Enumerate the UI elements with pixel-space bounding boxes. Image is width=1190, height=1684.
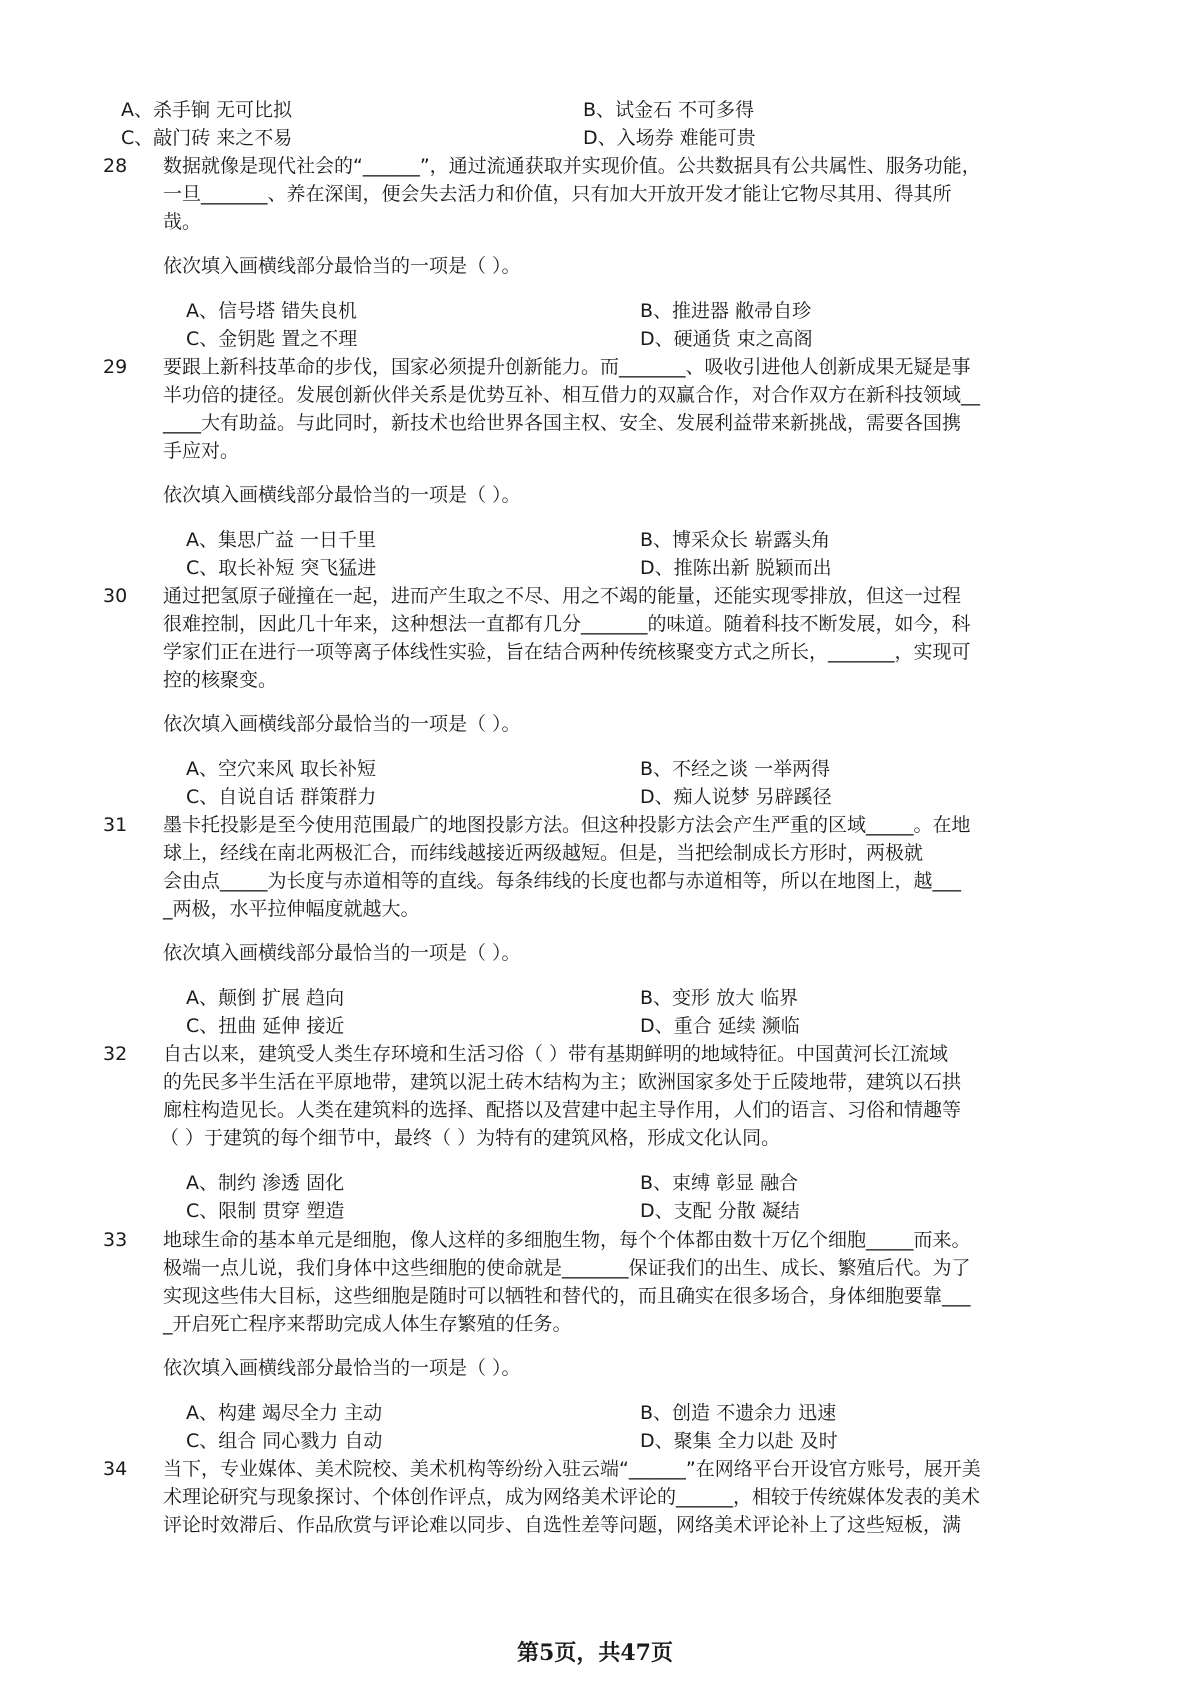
option-d: D、聚集 全力以赴 及时 (640, 1430, 838, 1452)
question-prompt: 依次填入画横线部分最恰当的一项是（ ）。 (163, 713, 521, 735)
question-text-line: 评论时效滞后、作品欣赏与评论难以同步、自选性差等问题，网络美术评论补上了这些短板，满 (163, 1514, 962, 1536)
question-text-line: 要跟上新科技革命的步伐，国家必须提升创新能力。而_______、吸收引进他人创新成果无疑是事 (163, 356, 971, 378)
option-a: A、空穴来风 取长补短 (186, 758, 377, 780)
option-b: B、束缚 彰显 融合 (640, 1172, 799, 1194)
question-text-line: _开启死亡程序来帮助完成人体生存繁殖的任务。 (163, 1313, 572, 1335)
prev-option-b: B、试金石 不可多得 (583, 99, 755, 121)
question-text-line: 通过把氢原子碰撞在一起，进而产生取之不尽、用之不竭的能量，还能实现零排放，但这一过程 (163, 585, 962, 607)
question-number: 31 (103, 814, 128, 836)
question-text-line: 球上，经线在南北两极汇合，而纬线越接近两级越短。但是，当把绘制成长方形时，两极就 (163, 842, 924, 864)
question-text-line: 半功倍的捷径。发展创新伙伴关系是优势互补、相互借力的双赢合作，对合作双方在新科技领域__ (163, 384, 981, 406)
option-d: D、推陈出新 脱颖而出 (640, 557, 832, 579)
option-b: B、不经之谈 一举两得 (640, 758, 831, 780)
question-text-line: 数据就像是现代社会的“______”，通过流通获取并实现价值。公共数据具有公共属性、服务功能， (163, 155, 981, 177)
question-text-line: 学家们正在进行一项等离子体线性实验，旨在结合两种传统核聚变方式之所长，_______，实现可 (163, 641, 971, 663)
question-text-line: 墨卡托投影是至今使用范围最广的地图投影方法。但这种投影方法会产生严重的区域_____。在地 (163, 814, 971, 836)
page-footer: 第5页，共47页 (517, 1640, 673, 1666)
option-b: B、博采众长 崭露头角 (640, 529, 831, 551)
option-b: B、推进器 敝帚自珍 (640, 300, 812, 322)
question-text-line: 术理论研究与现象探讨、个体创作评点，成为网络美术评论的______，相较于传统媒体发表的美术 (163, 1486, 981, 1508)
option-c: C、组合 同心戮力 自动 (186, 1430, 383, 1452)
option-d: D、痴人说梦 另辟蹊径 (640, 786, 832, 808)
prev-option-a: A、杀手锏 无可比拟 (121, 99, 293, 121)
option-d: D、重合 延续 濒临 (640, 1015, 800, 1037)
option-a: A、集思广益 一日千里 (186, 529, 377, 551)
question-text-line: （ ）于建筑的每个细节中，最终（ ）为特有的建筑风格，形成文化认同。 (160, 1127, 781, 1149)
question-number: 33 (103, 1229, 128, 1251)
question-prompt: 依次填入画横线部分最恰当的一项是（ ）。 (163, 942, 521, 964)
question-text-line: 当下，专业媒体、美术院校、美术机构等纷纷入驻云端“______”在网络平台开设官方账号，展开美 (163, 1458, 981, 1480)
question-number: 28 (103, 155, 128, 177)
option-b: B、变形 放大 临界 (640, 987, 799, 1009)
option-a: A、信号塔 错失良机 (186, 300, 358, 322)
prev-option-d: D、入场券 难能可贵 (583, 127, 756, 149)
question-text-line: 手应对。 (163, 440, 240, 462)
question-text-line: 自古以来，建筑受人类生存环境和生活习俗（ ）带有基期鲜明的地域特征。中国黄河长江流域 (163, 1043, 949, 1065)
option-a: A、制约 渗透 固化 (186, 1172, 345, 1194)
question-text-line: 廊柱构造见长。人类在建筑料的选择、配搭以及营建中起主导作用，人们的语言、习俗和情趣等 (163, 1099, 962, 1121)
option-c: C、取长补短 突飞猛进 (186, 557, 377, 579)
question-number: 32 (103, 1043, 128, 1065)
option-b: B、创造 不遗余力 迅速 (640, 1402, 837, 1424)
question-text-line: 地球生命的基本单元是细胞，像人这样的多细胞生物，每个个体都由数十万亿个细胞_____而来。 (163, 1229, 971, 1251)
question-text-line: 实现这些伟大目标，这些细胞是随时可以牺牲和替代的，而且确实在很多场合，身体细胞要靠___ (163, 1285, 971, 1307)
question-text-line: 的先民多半生活在平原地带，建筑以泥土砖木结构为主；欧洲国家多处于丘陵地带，建筑以石拱 (163, 1071, 962, 1093)
option-c: C、扭曲 延伸 接近 (186, 1015, 345, 1037)
option-c: C、限制 贯穿 塑造 (186, 1200, 345, 1222)
question-prompt: 依次填入画横线部分最恰当的一项是（ ）。 (163, 484, 521, 506)
question-number: 34 (103, 1458, 128, 1480)
question-prompt: 依次填入画横线部分最恰当的一项是（ ）。 (163, 255, 521, 277)
question-text-line: 会由点_____为长度与赤道相等的直线。每条纬线的长度也都与赤道相等，所以在地图上，越___ (163, 870, 962, 892)
question-text-line: _两极，水平拉伸幅度就越大。 (163, 898, 420, 920)
option-d: D、支配 分散 凝结 (640, 1200, 800, 1222)
question-text-line: 控的核聚变。 (163, 669, 278, 691)
option-a: A、构建 竭尽全力 主动 (186, 1402, 383, 1424)
option-d: D、硬通货 束之高阁 (640, 328, 813, 350)
question-text-line: 极端一点儿说，我们身体中这些细胞的使命就是_______保证我们的出生、成长、繁殖后代。为了 (163, 1257, 971, 1279)
question-text-line: ____大有助益。与此同时，新技术也给世界各国主权、安全、发展利益带来新挑战，需要各国携 (163, 412, 962, 434)
question-prompt: 依次填入画横线部分最恰当的一项是（ ）。 (163, 1357, 521, 1379)
question-number: 30 (103, 585, 128, 607)
question-text-line: 很难控制，因此几十年来，这种想法一直都有几分_______的味道。随着科技不断发展，如今，科 (163, 613, 971, 635)
prev-option-c: C、敲门砖 来之不易 (121, 127, 293, 149)
question-number: 29 (103, 356, 128, 378)
option-c: C、自说自话 群策群力 (186, 786, 377, 808)
question-text-line: 一旦_______、养在深闺，便会失去活力和价值，只有加大开放开发才能让它物尽其用、得其所 (163, 183, 952, 205)
option-a: A、颠倒 扩展 趋向 (186, 987, 345, 1009)
option-c: C、金钥匙 置之不理 (186, 328, 358, 350)
question-text-line: 哉。 (163, 211, 202, 233)
